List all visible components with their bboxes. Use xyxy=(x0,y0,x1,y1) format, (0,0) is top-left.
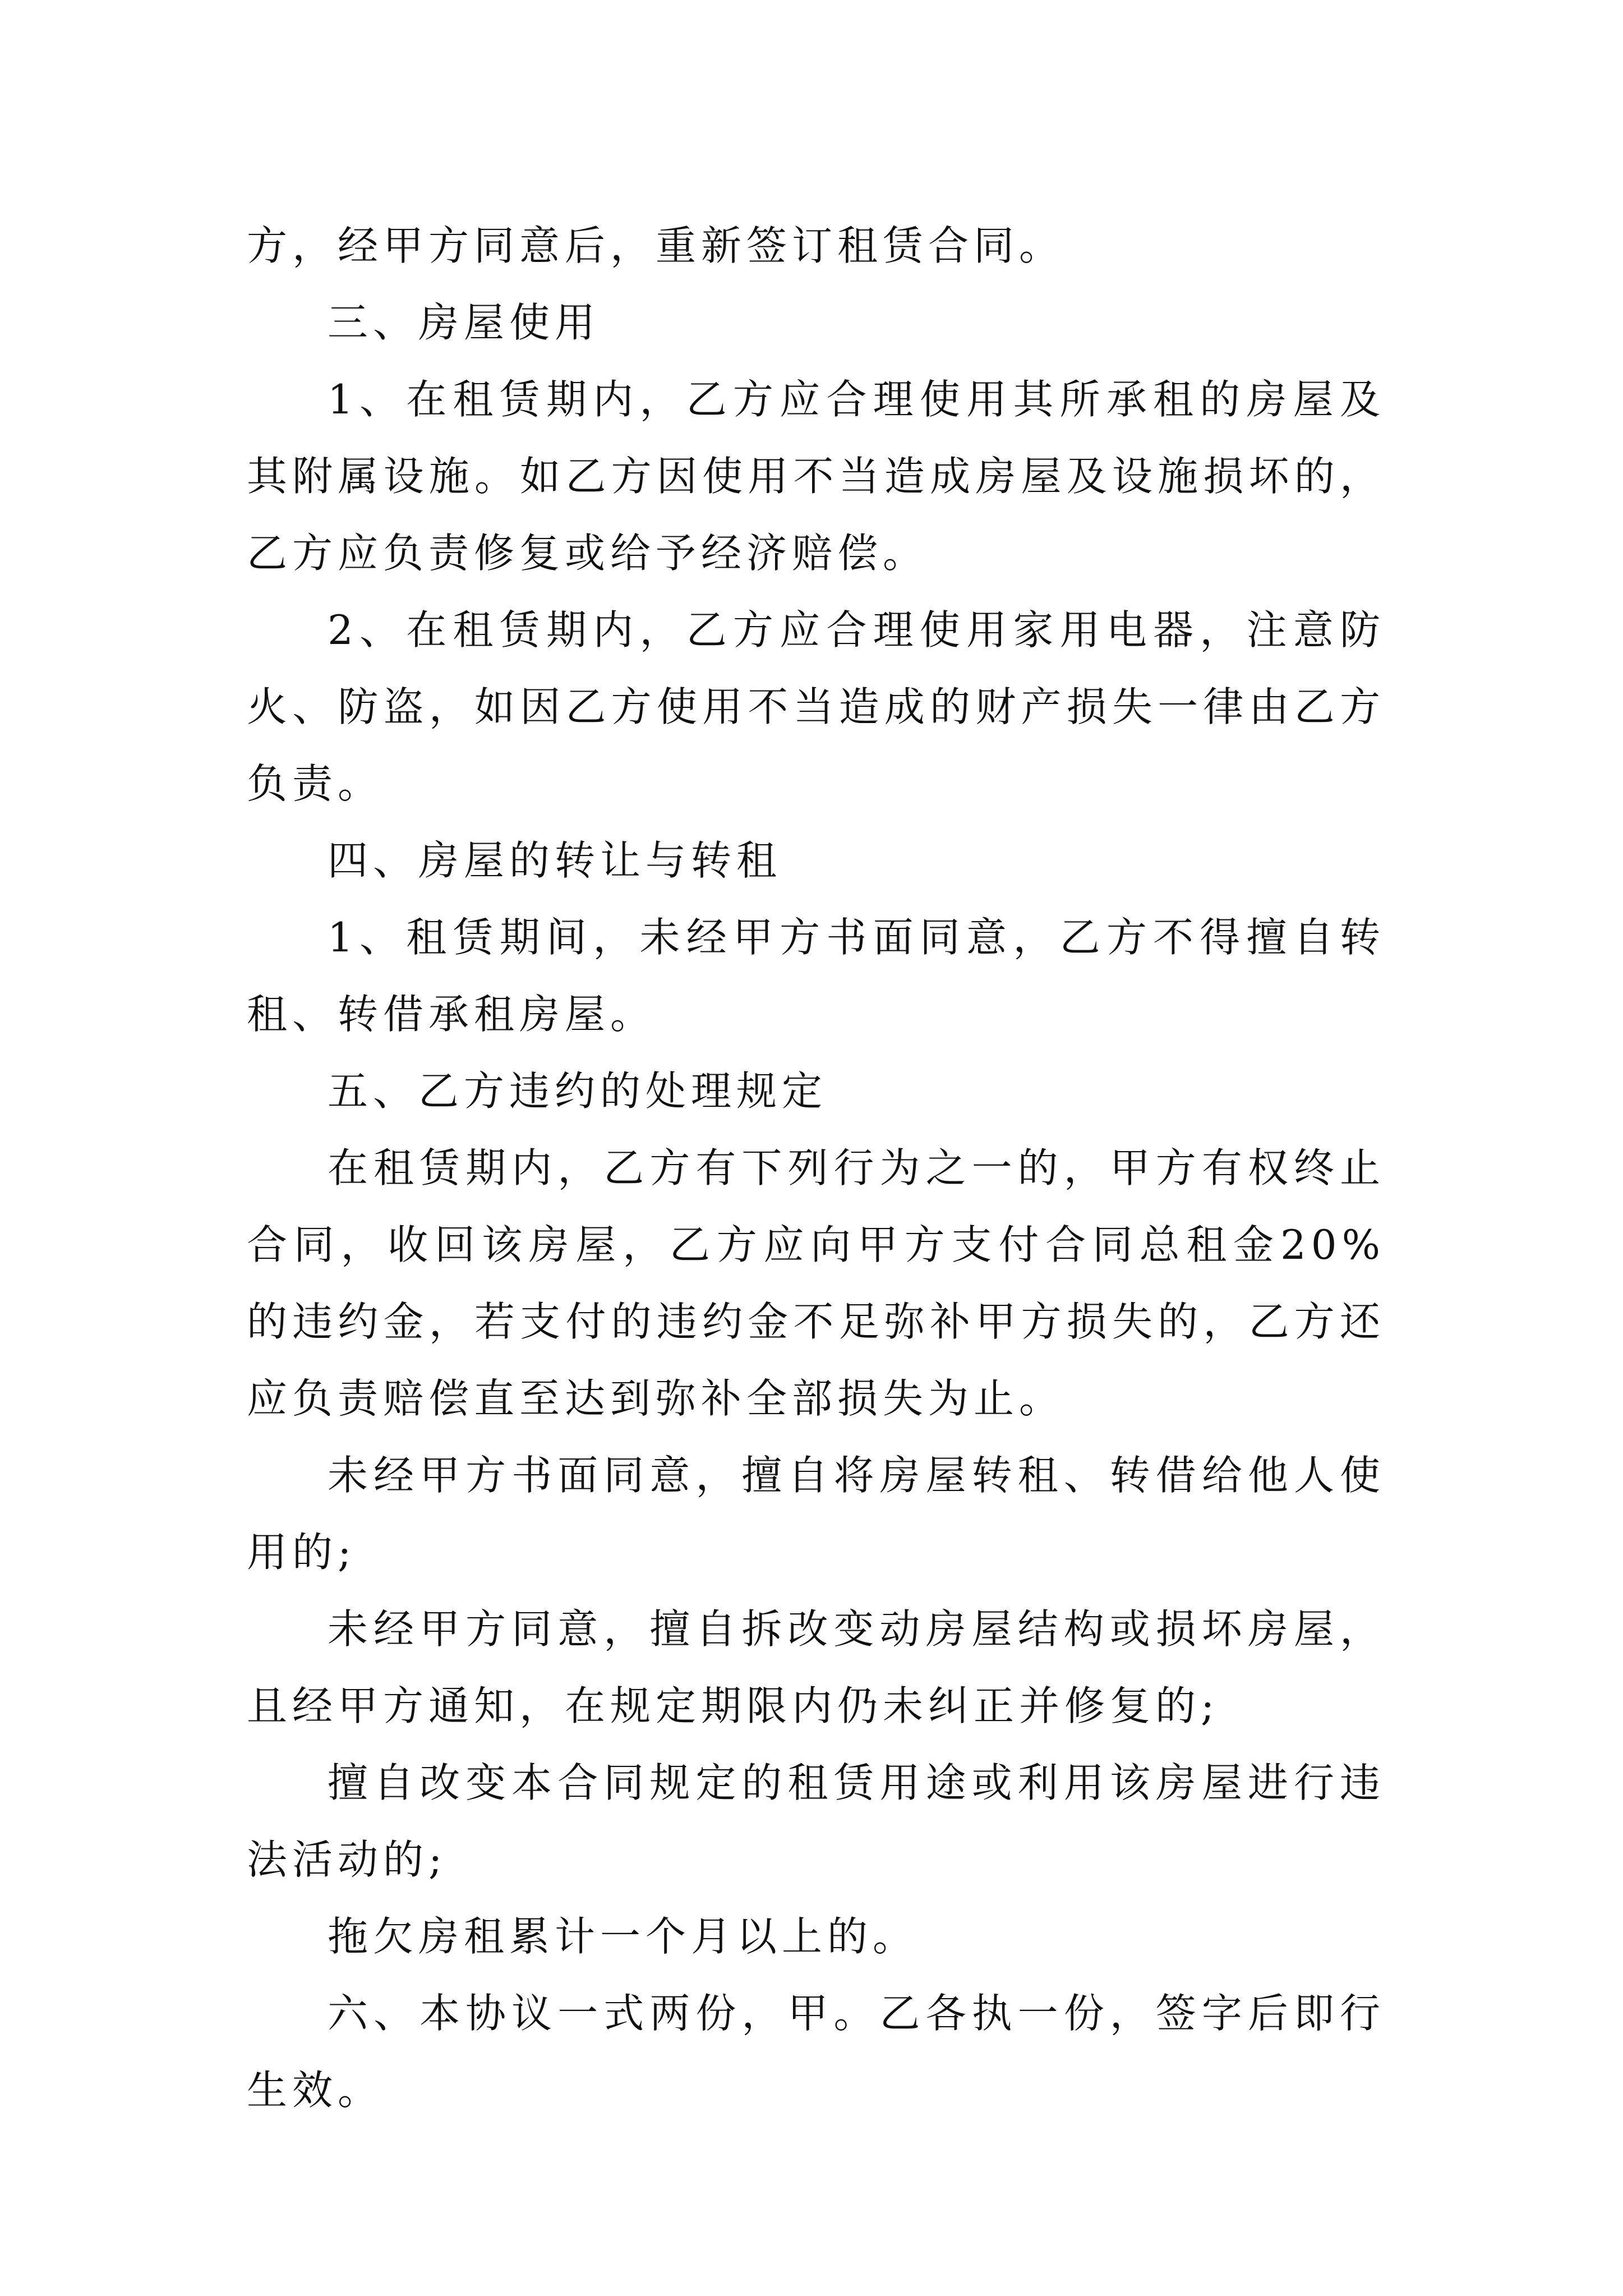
clause-paragraph: 擅自改变本合同规定的租赁用途或利用该房屋进行违法活动的; xyxy=(247,1759,1385,1883)
clause-paragraph: 未经甲方书面同意，擅自将房屋转租、转借给他人使用的; xyxy=(247,1452,1385,1576)
clause-paragraph: 1、租赁期间，未经甲方书面同意，乙方不得擅自转租、转借承租房屋。 xyxy=(247,914,1385,1038)
section-heading-agreement-copies: 六、本协议一式两份，甲。乙各执一份，签字后即行生效。 xyxy=(247,1990,1385,2114)
clause-paragraph: 1、在租赁期内，乙方应合理使用其所承租的房屋及其附属设施。如乙方因使用不当造成房屋及设施损坏的，乙方应负责修复或给予经济赔偿。 xyxy=(247,376,1385,577)
clause-paragraph: 未经甲方同意，擅自拆改变动房屋结构或损坏房屋，且经甲方通知，在规定期限内仍未纠正并修复的; xyxy=(247,1605,1385,1729)
clause-paragraph: 在租赁期内，乙方有下列行为之一的，甲方有权终止合同，收回该房屋，乙方应向甲方支付合同总租金20%的违约金，若支付的违约金不足弥补甲方损失的，乙方还应负责赔偿直至达到弥补全部损失为止。 xyxy=(247,1144,1385,1422)
document-body xyxy=(247,208,1385,2129)
section-heading-breach: 五、乙方违约的处理规定 xyxy=(328,1068,828,1115)
clause-paragraph: 2、在租赁期内，乙方应合理使用家用电器，注意防火、防盗，如因乙方使用不当造成的财产损失一律由乙方负责。 xyxy=(247,606,1385,807)
paragraph-continuation: 方，经甲方同意后，重新签订租赁合同。 xyxy=(247,222,1065,269)
clause-paragraph: 拖欠房租累计一个月以上的。 xyxy=(328,1913,919,1960)
section-heading-transfer-sublet: 四、房屋的转让与转租 xyxy=(328,837,782,884)
section-heading-house-use: 三、房屋使用 xyxy=(328,299,601,346)
